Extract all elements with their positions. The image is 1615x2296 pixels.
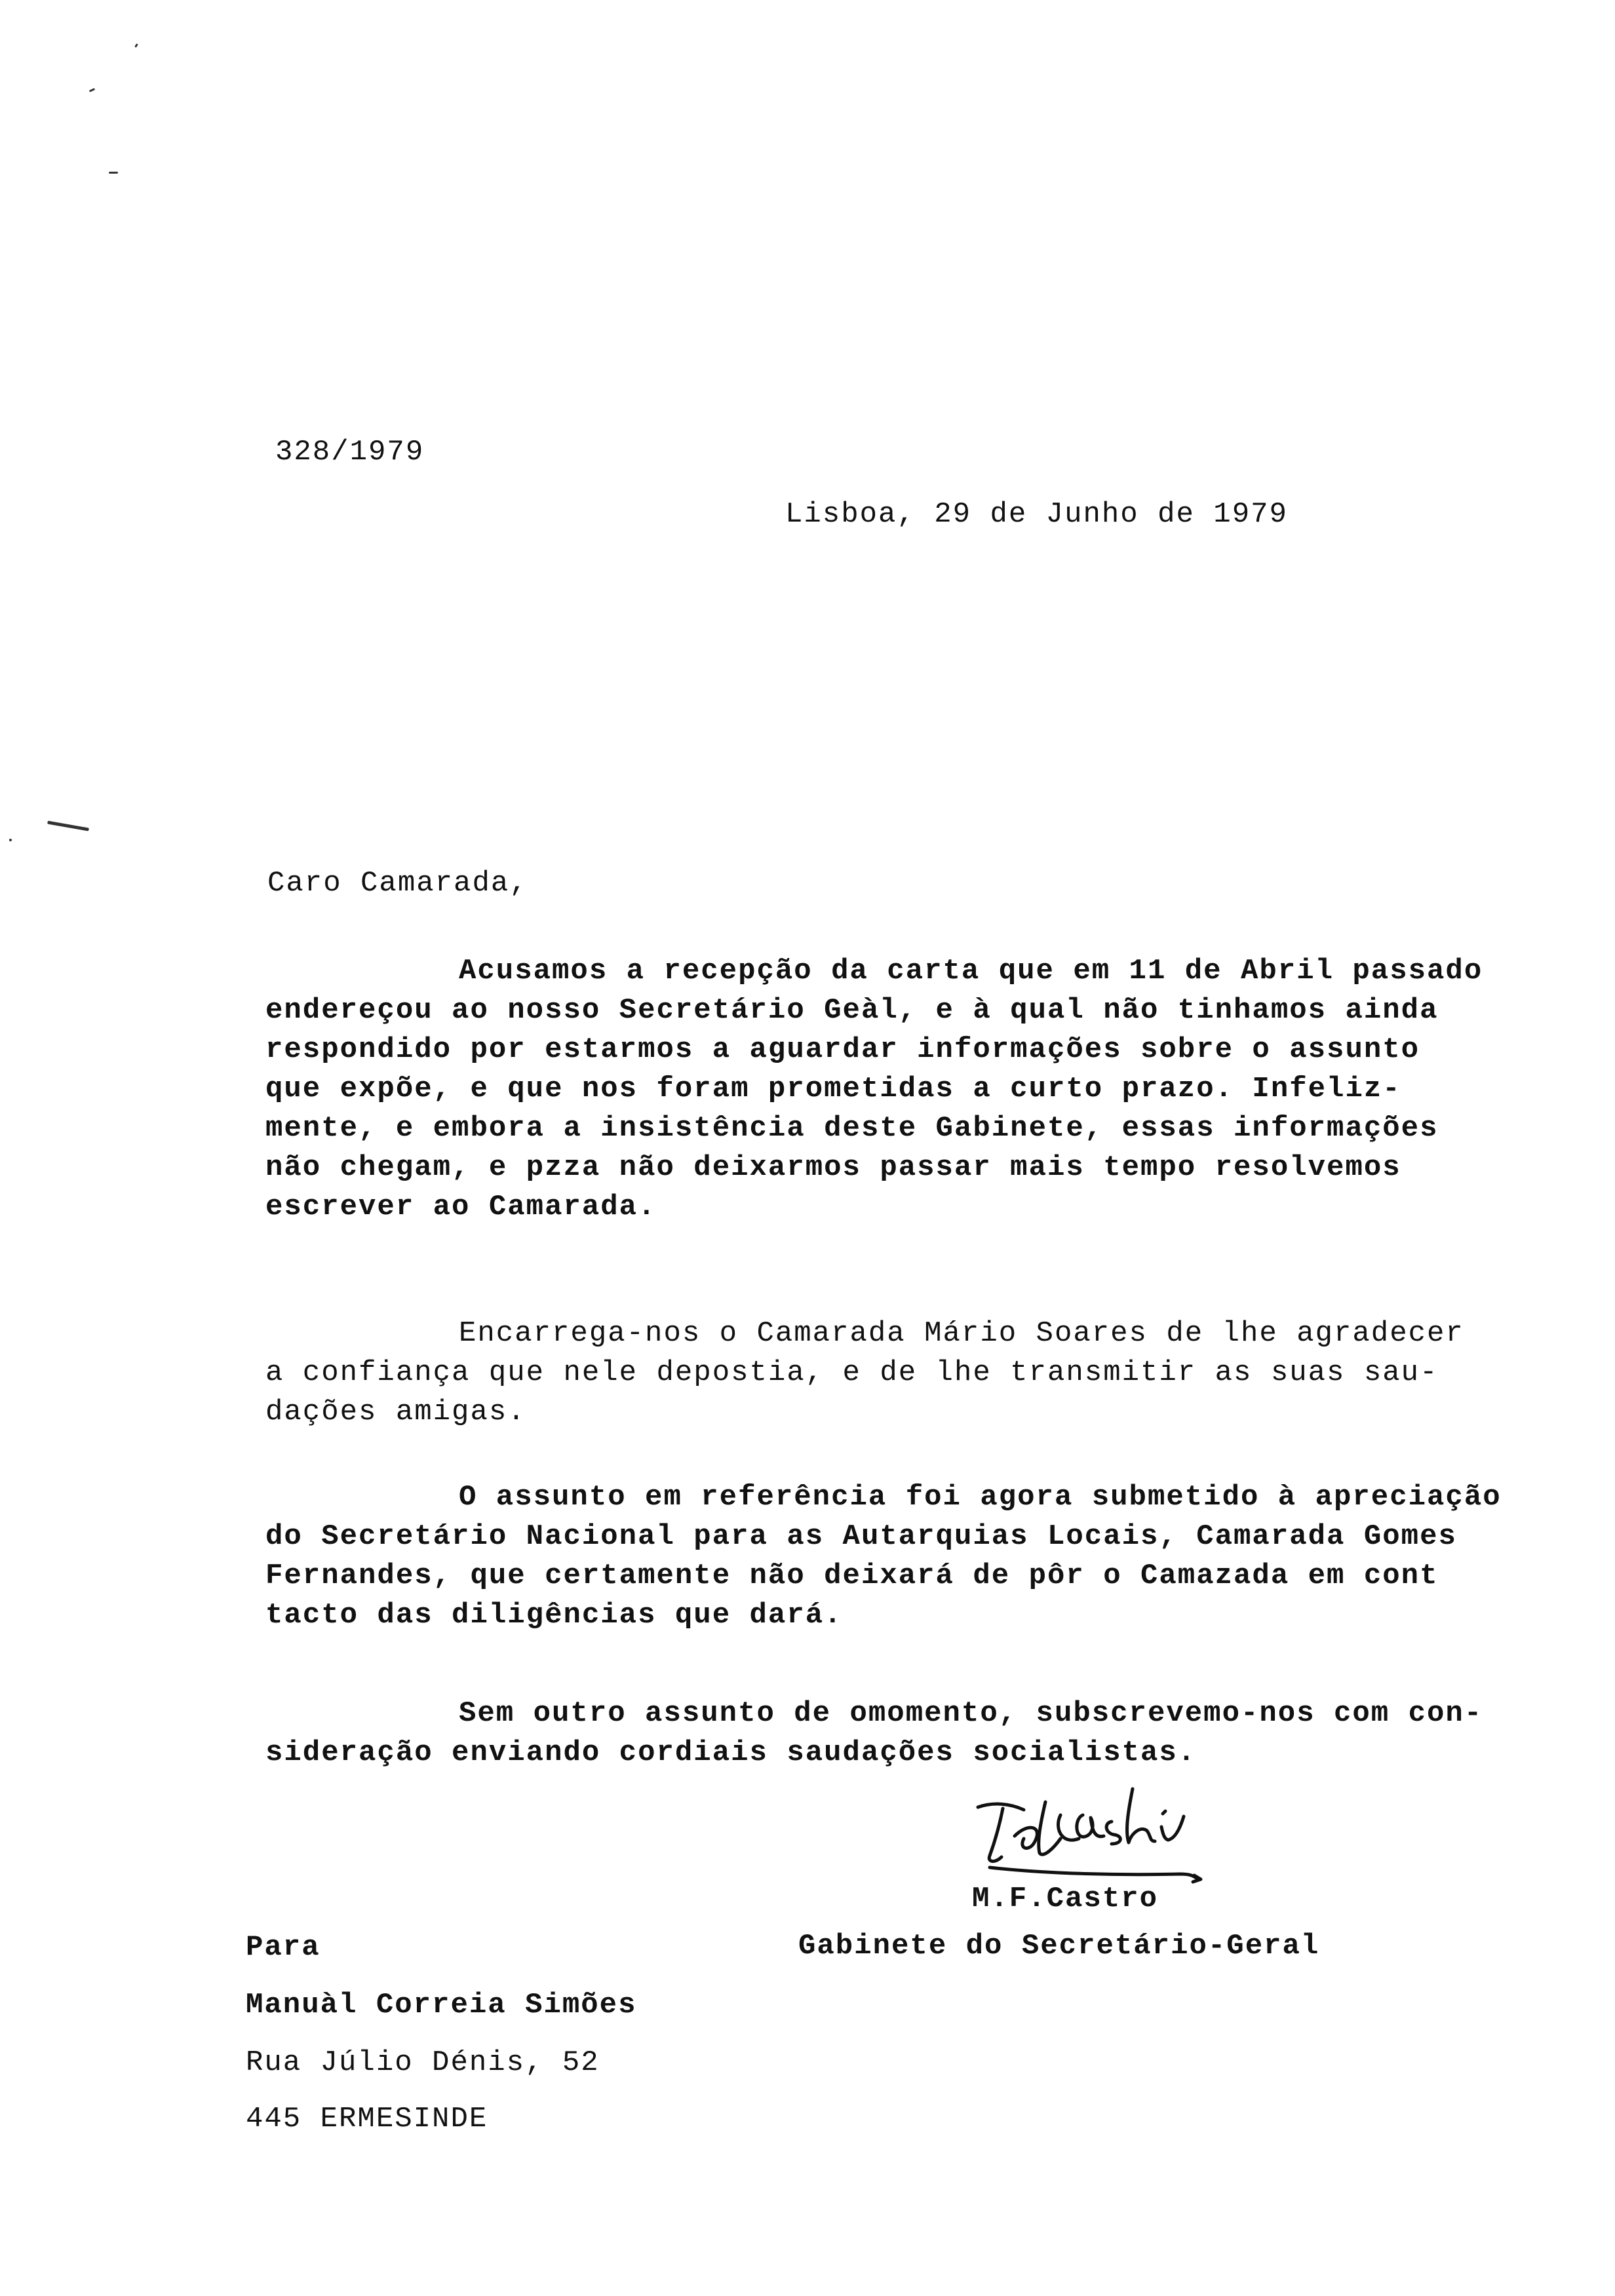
paragraph-line: respondido por estarmos a aguardar informações sobre o assunto <box>265 1033 1420 1066</box>
recipient-city: 445 ERMESINDE <box>246 2103 488 2135</box>
paragraph-line: Encarrega-nos o Camarada Mário Soares de lhe agradecer <box>459 1317 1464 1350</box>
body-paragraph-3 <box>265 1478 1560 1635</box>
paragraph-line: Sem outro assunto de omomento, subscrevemo-nos com con- <box>459 1697 1483 1730</box>
paragraph-line: a confiança que nele depostia, e de lhe transmitir as suas sau- <box>265 1356 1439 1389</box>
paragraph-line: do Secretário Nacional para as Autarquias Locais, Camarada Gomes <box>265 1520 1457 1553</box>
body-paragraph-4 <box>265 1694 1560 1772</box>
salutation: Caro Camarada, <box>267 867 528 900</box>
scan-mark <box>134 43 138 48</box>
body-paragraph-1 <box>265 951 1560 1227</box>
paragraph-line: dações amigas. <box>265 1396 526 1428</box>
scan-mark <box>9 839 12 841</box>
scan-mark <box>89 88 95 92</box>
scan-mark <box>47 820 89 831</box>
paragraph-line: escrever ao Camarada. <box>265 1191 657 1223</box>
date-line: Lisboa, 29 de Junho de 1979 <box>785 498 1288 531</box>
scan-mark <box>109 172 118 174</box>
recipient-street: Rua Júlio Dénis, 52 <box>246 2046 600 2079</box>
paragraph-line: endereçou ao nosso Secretário Geàl, e à qual não tinhamos ainda <box>265 994 1439 1027</box>
signatory-office: Gabinete do Secretário-Geral <box>798 1930 1320 1962</box>
handwritten-signature <box>963 1776 1239 1887</box>
paragraph-line: sideração enviando cordiais saudações socialistas. <box>265 1736 1197 1769</box>
paragraph-line: Acusamos a recepção da carta que em 11 de Abril passado <box>459 955 1483 987</box>
signatory-name: M.F.Castro <box>972 1883 1159 1915</box>
body-paragraph-2 <box>265 1314 1560 1432</box>
paragraph-line: não chegam, e pzza não deixarmos passar mais tempo resolvemos <box>265 1151 1401 1184</box>
paragraph-line: tacto das diligências que dará. <box>265 1599 843 1632</box>
paragraph-line: Fernandes, que certamente não deixará de pôr o Camazada em cont <box>265 1559 1439 1592</box>
paragraph-line: O assunto em referência foi agora submetido à apreciação <box>459 1481 1502 1514</box>
recipient-name: Manuàl Correia Simões <box>246 1989 637 2021</box>
paragraph-line: mente, e embora a insistência deste Gabinete, essas informações <box>265 1112 1439 1145</box>
reference-number: 328/1979 <box>275 436 425 469</box>
recipient-label: Para <box>246 1931 321 1964</box>
paragraph-line: que expõe, e que nos foram prometidas a curto prazo. Infeliz- <box>265 1073 1401 1105</box>
